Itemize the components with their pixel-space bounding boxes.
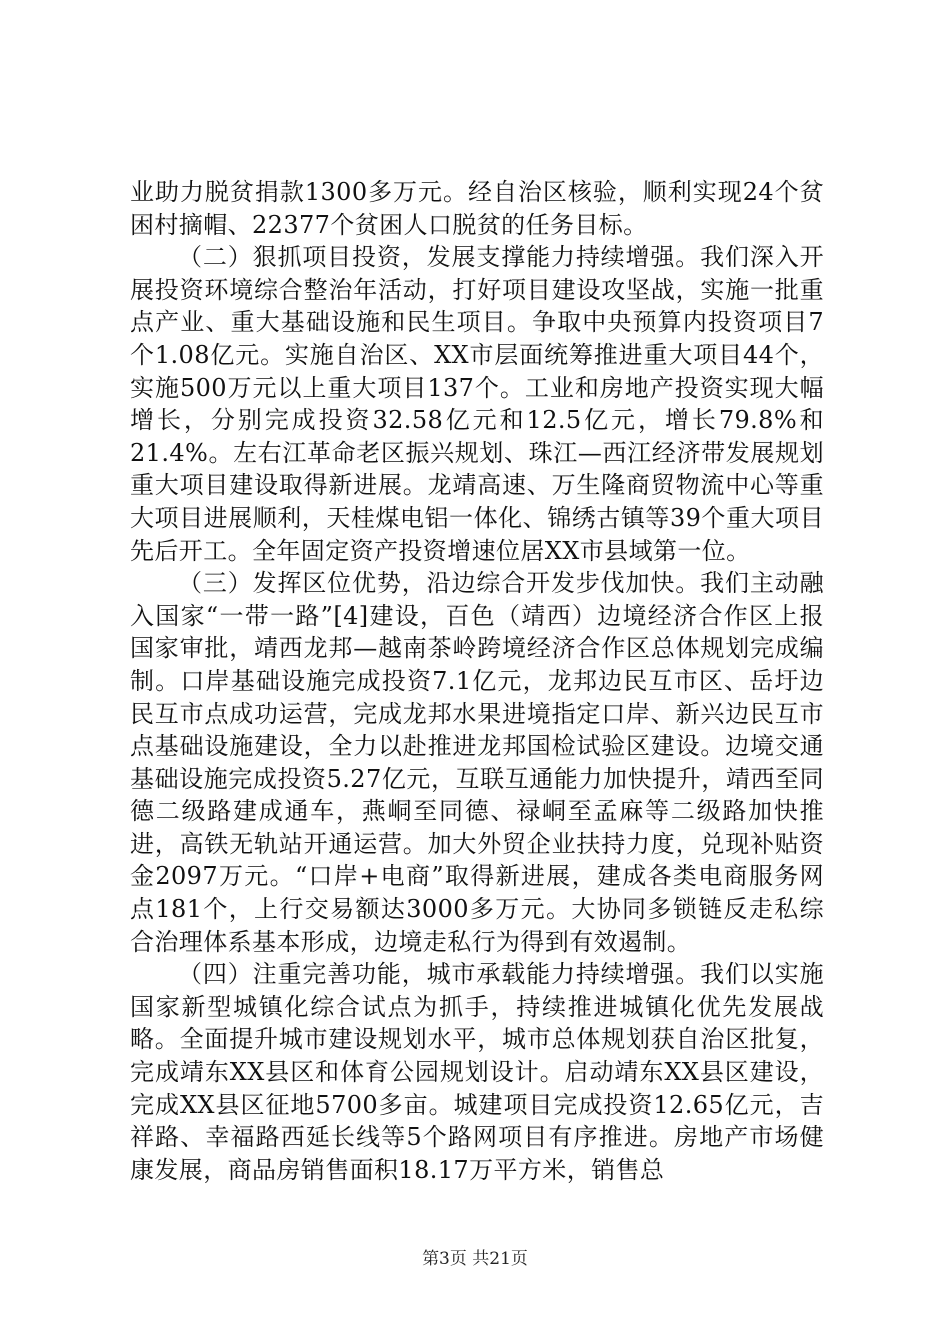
- paragraph-urban-function: （四）注重完善功能，城市承载能力持续增强。我们以实施国家新型城镇化综合试点为抓手，持续推进城镇化优先发展战略。全面提升城市建设规划水平，城市总体规划获自治区批复，完成靖东XX县区和体育公园规划设计。启动靖东XX县区建设，完成XX县区征地5700多亩。城建项目完成投资12.65亿元，吉祥路、幸福路西延长线等5个路网项目有序推进。房地产市场健康发展，商品房销售面积18.17万平方米，销售总: [130, 960, 824, 1184]
- paragraph-border-development: （三）发挥区位优势，沿边综合开发步伐加快。我们主动融入国家“一带一路”[4]建设，百色（靖西）边境经济合作区上报国家审批，靖西龙邦—越南茶岭跨境经济合作区总体规划完成编制。口岸基础设施完成投资7.1亿元，龙邦边民互市区、岳圩边民互市点成功运营，完成龙邦水果进境指定口岸、新兴边民互市点基础设施建设，全力以赴推进龙邦国检试验区建设。边境交通基础设施完成投资5.27亿元，互联互通能力加快提升，靖西至同德二级路建成通车，燕峒至同德、禄峒至孟麻等二级路加快推进，高铁无轨站开通运营。加大外贸企业扶持力度，兑现补贴资金2097万元。“口岸+电商”取得新进展，建成各类电商服务网点181个，上行交易额达3000多万元。大协同多锁链反走私综合治理体系基本形成，边境走私行为得到有效遏制。: [130, 569, 824, 956]
- page-footer: 第3页 共21页: [422, 1249, 528, 1269]
- document-body: [130, 176, 824, 1186]
- paragraph-continuation: 业助力脱贫捐款1300多万元。经自治区核验，顺利实现24个贫困村摘帽、22377个贫困人口脱贫的任务目标。: [130, 178, 824, 239]
- paragraph-project-investment: （二）狠抓项目投资，发展支撑能力持续增强。我们深入开展投资环境综合整治年活动，打好项目建设攻坚战，实施一批重点产业、重大基础设施和民生项目。争取中央预算内投资项目7个1.08亿元。实施自治区、XX市层面统筹推进重大项目44个，实施500万元以上重大项目137个。工业和房地产投资实现大幅增长，分别完成投资32.58亿元和12.5亿元，增长79.8%和21.4%。左右江革命老区振兴规划、珠江—西江经济带发展规划重大项目建设取得新进展。龙靖高速、万生隆商贸物流中心等重大项目进展顺利，天桂煤电铝一体化、锦绣古镇等39个重大项目先后开工。全年固定资产投资增速位居XX市县域第一位。: [130, 243, 824, 565]
